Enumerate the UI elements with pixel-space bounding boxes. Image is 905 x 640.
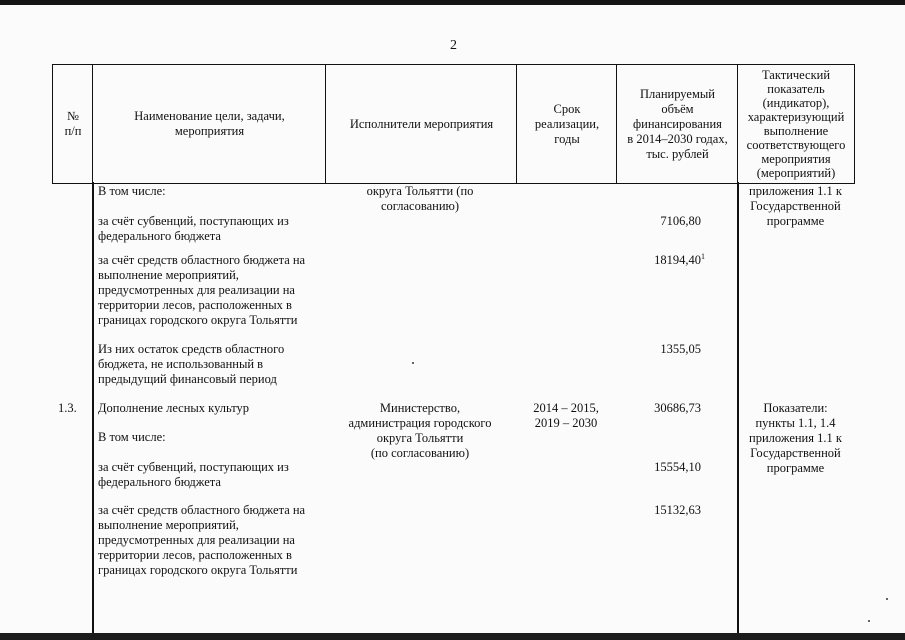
- row-name-in-that-number: В том числе:: [98, 430, 166, 444]
- row-number: 1.3.: [58, 401, 77, 415]
- row-funding-federal: 15554,10: [654, 460, 701, 474]
- header-funding-label: Планируемый объём финансирования в 2014–2030 годах, тыс. рублей: [627, 86, 728, 161]
- scan-speck: [886, 598, 888, 600]
- page-number: 2: [450, 38, 457, 53]
- row-funding-regional: [620, 253, 705, 268]
- header-cell-executors: [325, 64, 517, 184]
- row-name-regional-budget: за счёт средств областного бюджета на выполнение мероприятий, предусмотренных для реализации на территории лесов, расположенных в границах городского округа Тольятти: [98, 253, 306, 327]
- row-funding-federal: 7106,80: [660, 214, 701, 228]
- row-name-in-that-number: В том числе:: [98, 184, 166, 198]
- row-executors: Министерство, администрация городского округа Тольятти (по согласованию): [348, 401, 492, 460]
- row-funding-remainder: 1355,05: [660, 342, 701, 356]
- row-name-budget-remainder: Из них остаток средств областного бюджета, не использованный в предыдущий финансовый период: [98, 342, 285, 386]
- header-executors-label: Исполнители мероприятия: [349, 116, 494, 131]
- row-name-federal-subventions: за счёт субвенций, поступающих из федерального бюджета: [98, 214, 289, 243]
- table-rule-left: [92, 182, 94, 633]
- footnote-marker: 1: [701, 252, 705, 261]
- scan-speck: [412, 362, 414, 364]
- funding-regional-value: 18194,40: [654, 253, 701, 267]
- header-cell-funding: [616, 64, 738, 184]
- header-indicator-label: Тактический показатель (индикатор), характеризующий выполнение соответствующего мероприятия (мероприятий): [746, 68, 846, 180]
- row-indicator: Показатели: пункты 1.1, 1.4 приложения 1.1 к Государственной программе: [749, 401, 842, 475]
- header-cell-num: [52, 64, 93, 184]
- header-term-label: Срок реализации, годы: [534, 101, 600, 146]
- header-name-label: Наименование цели, задачи, мероприятия: [134, 109, 285, 138]
- row-name-regional-budget: за счёт средств областного бюджета на выполнение мероприятий, предусмотренных для реализации на территории лесов, расположенных в границах городского округа Тольятти: [98, 503, 306, 577]
- row-executors: округа Тольятти (по согласованию): [366, 184, 474, 213]
- scan-top-border: [0, 0, 905, 5]
- row-term: 2014 – 2015, 2019 – 2030: [533, 401, 599, 430]
- header-cell-indicator: [737, 64, 855, 184]
- row-funding-regional: 15132,63: [654, 503, 701, 517]
- header-num-label: № п/п: [64, 109, 82, 138]
- scan-bottom-border: [0, 633, 905, 640]
- row-name-federal-subventions: за счёт субвенций, поступающих из федерального бюджета: [98, 460, 289, 489]
- header-cell-name: [92, 64, 326, 184]
- scan-speck: [868, 620, 870, 622]
- row-name-additional-forest-crops: Дополнение лесных культур: [98, 401, 250, 415]
- header-cell-term: [516, 64, 617, 184]
- row-indicator: приложения 1.1 к Государственной программе: [749, 184, 842, 228]
- row-funding-total: 30686,73: [654, 401, 701, 415]
